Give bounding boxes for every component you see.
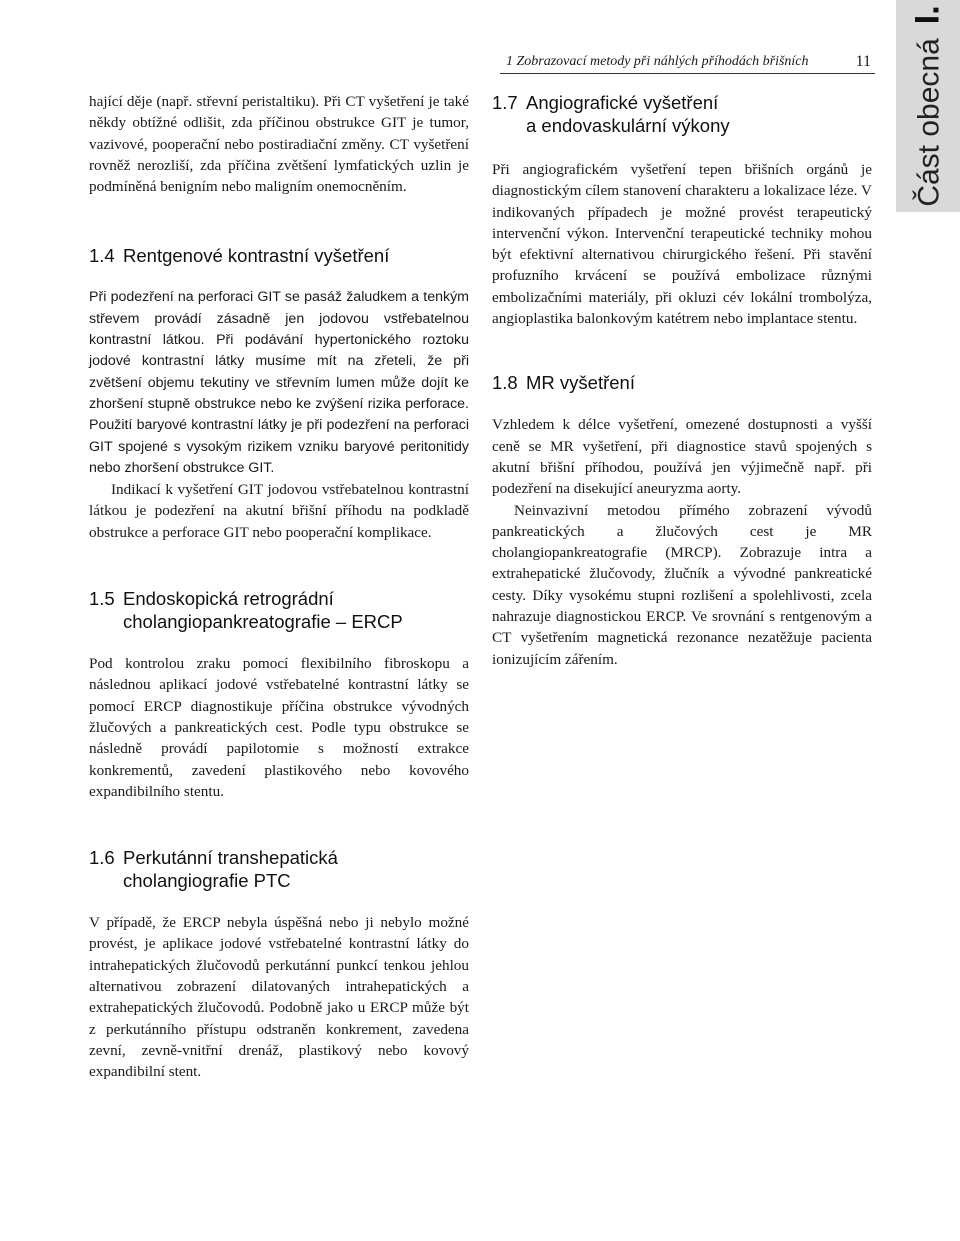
section-heading-1-6 [89,846,469,892]
section-title [526,91,872,137]
section-title-line-1: Angiografické vyšetření [526,92,719,113]
section-number: 1.8 [492,372,518,394]
section-number: 1.5 [89,588,115,610]
section-title [123,587,469,633]
page-number: 11 [855,53,871,70]
intro-paragraph: hající děje (např. střevní peristaltiku). Při CT vyšetření je také někdy obtížné odlišit, zda příčinou obstrukce GIT je tumor, vazivové, pooperační nebo postiradiační změny. CT vyšetření rovněž nerozliší, zda příčina zvětšení lymfatických uzlin je podmíněná benigním nebo maligním onemocněním. [89,93,469,196]
section-1-8-paragraph-2: Neinvazivní metodou přímého zobrazení vývodů pankreatických a žlučových cest je MR cholangiopankreatografie (MRCP). Zobrazuje intra a extrahepatické žlučovody, žlučník a vývodné pankreatické cesty. Díky vysokému stupni rozlišení a spolehlivosti, zcela nahrazuje diagnostickou ERCP. Ve srovnání s rentgenovým a CT vyšetřením magnetická rezonance nezatěžuje pacienta ionizujícím zářením. [492,501,872,668]
part-label: Část obecná [912,38,946,207]
section-1-4-paragraph-1: Při podezření na perforaci GIT se pasáž žaludkem a tenkým střevem provádí zásadně jen jodovou vstřebatelnou kontrastní látkou. Při podávání hypertonického roztoku jodové kontrastní látky musíme mít na zřeteli, že při zvětšení objemu tekutiny ve střevním lumen může dojít ke zhoršení stupně obstrukce nebo ke zvýšení rizika perforace. Použití baryové kontrastní látky je při podezření na perforaci GIT spojené s vysokým rizikem vzniku baryové peritonitidy nebo zhoršení obstrukce GIT. [89,289,469,476]
section-title: MR vyšetření [526,372,635,394]
section-heading-1-4 [89,244,469,267]
part-tab-text [909,5,948,206]
section-title-line-2: cholangiopankreatografie – ERCP [123,611,403,633]
section-heading-1-7 [492,91,872,137]
part-tab [896,0,960,212]
section-title-line-1: Perkutánní transhepatická [123,847,338,869]
section-heading-1-8 [492,371,872,394]
section-1-6-paragraph-1: V případě, že ERCP nebyla úspěšná nebo ji nebylo možné provést, je aplikace jodové vstřebatelné kontrastní látky do intrahepatických žlučovodů perkutánní punkcí tenkou jehlou alternativou zobrazení dilatovaných intrahepatických a extrahepatických žlučovodů. Podobně jako u ERCP může být z perkutánního přístupu odstraněn konkrement, zavedena zevní, zevně-vnitřní drenáž, plastikový nebo kovový expandibilní stent. [89,914,469,1081]
section-number: 1.6 [89,847,115,869]
right-column [492,91,872,670]
section-number: 1.7 [492,92,518,113]
section-1-4-paragraph-2: Indikací k vyšetření GIT jodovou vstřebatelnou kontrastní látkou je podezření na akutní břišní příhodu na podkladě obstrukce a perforace GIT nebo pooperační komplikace. [89,481,469,541]
header-rule [500,73,875,74]
running-header [500,53,875,73]
section-1-5-paragraph-1: Pod kontrolou zraku pomocí flexibilního fibroskopu a následnou aplikací jodové vstřebatelné kontrastní látky se pomocí ERCP diagnostikuje příčina obstrukce vývodných žlučových a pankreatických cest. Podle typu obstrukce se následně provádí papilotomie s možností extrakce konkrementů, zavedení plastikového nebo kovového expandibilního stentu. [89,655,469,800]
part-number: I. [908,5,947,25]
section-1-8-paragraph-1: Vzhledem k délce vyšetření, omezené dostupnosti a vyšší ceně se MR vyšetření, při diagnostice stavů spojených s akutní břišní příhodou, používá jen výjimečně např. při podezření na disekující aneuryzma aorty. [492,416,872,498]
section-title: Rentgenové kontrastní vyšetření [123,245,390,267]
section-title [123,846,469,892]
running-title: 1 Zobrazovací metody při náhlých příhodách břišních [506,54,809,69]
section-1-7-paragraph-1: Při angiografickém vyšetření tepen břišních orgánů je diagnostickým cílem stanovení charakteru a lokalizace léze. V indikovaných případech je možné provést terapeutický intervenční výkon. Intervenční terapeutické techniky mohou být efektivní alternativou chirurgického řešení. Při stavění profuzního krvácení se používá embolizace různými embolizačními materiály, při okluzi cév lokální trombolýza, angioplastika balonkovým katétrem nebo implantace stentu. [492,161,872,328]
section-title-line-2: cholangiografie PTC [123,870,291,892]
section-title-line-2: a endovaskulární výkony [526,115,730,136]
left-column [89,91,469,1083]
section-heading-1-5 [89,587,469,633]
section-title-line-1: Endoskopická retrográdní [123,588,334,610]
section-number: 1.4 [89,245,115,267]
